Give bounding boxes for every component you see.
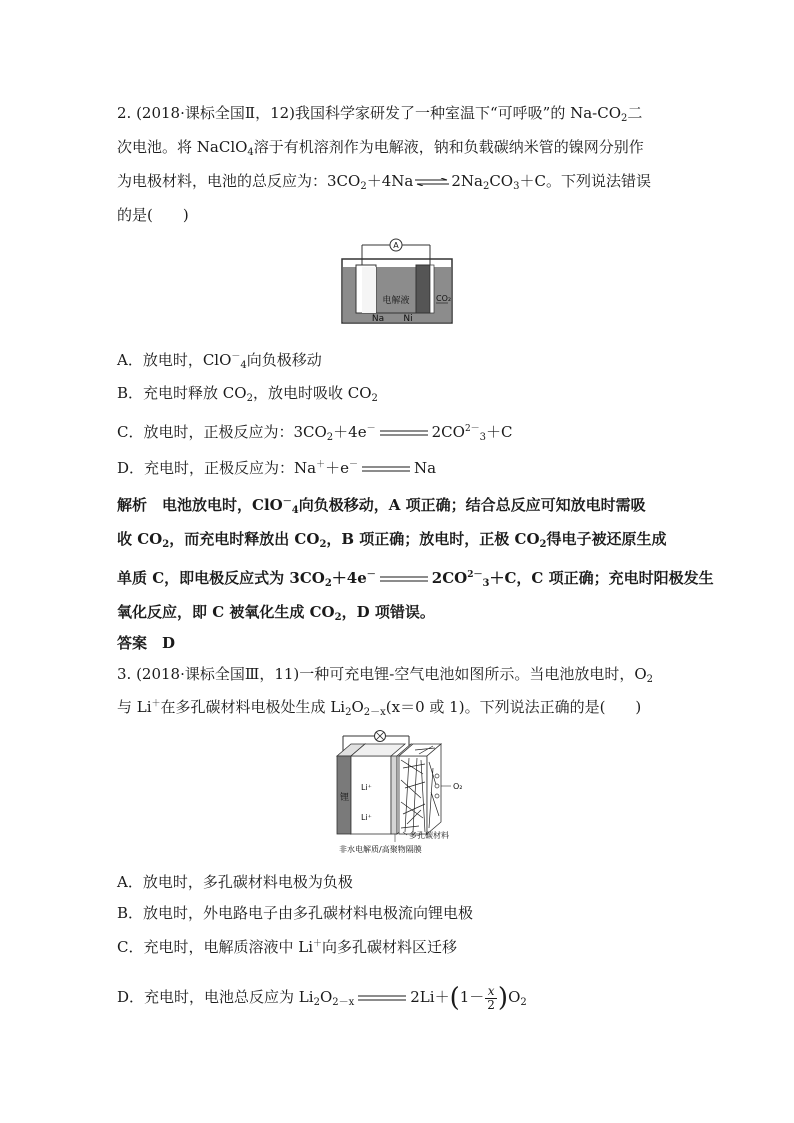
equals-arrow-icon: [378, 427, 430, 439]
q3-line-1: 3. (2018·课标全国Ⅲ，11)一种可充电锂-空气电池如图所示。当电池放电时，$O_2$: [117, 665, 654, 685]
q2-explanation-line-2: 收 $CO_2$，而充电时释放出 $CO_2$，B 项正确；放电时，正极 $CO_2$得电子被还原生成: [117, 530, 667, 550]
reversible-arrow-icon: [415, 178, 449, 186]
svg-text:电解液: 电解液: [382, 296, 410, 306]
svg-text:多孔碳材料: 多孔碳材料: [409, 831, 449, 840]
q2-option-d: D．充电时，正极反应为：Na＋＋e－ Na: [117, 459, 437, 477]
q3-option-d: D．充电时，电池总反应为 $Li_2O_{2-x}$ 2Li＋(1－ $\frac{x}{2}$ )$O_2$: [117, 983, 527, 1013]
na-co2-battery-figure: [336, 237, 458, 329]
q2-explanation-line-3: 单质 C，即电极反应式为 $3CO_2+4e^-$ $2CO^{2-}_3+C$，C 项正确；充电时阳极发生: [117, 569, 714, 589]
equals-arrow-icon: [378, 573, 430, 585]
q2-explanation-line-1: 解析 电池放电时，ClO－$_4$向负极移动，A 项正确；结合总反应可知放电时需吸: [117, 496, 646, 516]
q2-line-1: 2. (2018·课标全国Ⅱ，12)我国科学家研发了一种室温下“可呼吸”的 $Na-CO_2$二: [117, 104, 643, 124]
svg-text:Li⁺: Li⁺: [361, 813, 372, 822]
q2-line-3: 为电极材料，电池的总反应为：$3CO_2+4Na$ $2Na_2CO_3+C$。下列说法错误: [117, 172, 651, 192]
q3-line-2: 与 Li＋在多孔碳材料电极处生成 $Li_2O_{2-x}(x=0$ 或 1)。下列说法正确的是( ): [117, 698, 642, 718]
q2-line-4: 的是( ): [117, 206, 189, 224]
svg-text:非水电解质/高聚物隔膜: 非水电解质/高聚物隔膜: [339, 845, 422, 854]
q2-option-b: B．充电时释放 $CO_2$，放电时吸收 $CO_2$: [117, 384, 378, 404]
equals-arrow-icon: [360, 463, 412, 475]
svg-text:CO₂: CO₂: [436, 294, 452, 303]
svg-text:O₂: O₂: [453, 782, 463, 791]
svg-text:Ni: Ni: [403, 314, 413, 324]
q3-option-a: A．放电时，多孔碳材料电极为负极: [117, 873, 353, 891]
svg-text:A: A: [393, 241, 399, 250]
q2-line-2: 次电池。将 NaClO$_4$溶于有机溶剂作为电解液，钠和负载碳纳米管的镍网分别作: [117, 138, 644, 158]
q3-option-b: B．放电时，外电路电子由多孔碳材料电极流向锂电极: [117, 904, 474, 922]
li-air-battery-figure: [333, 728, 475, 858]
q3-option-c: C．充电时，电解质溶液中 Li＋向多孔碳材料区迁移: [117, 938, 458, 956]
svg-text:Na: Na: [371, 314, 385, 324]
q2-explanation-line-4: 氧化反应，即 C 被氧化生成 $CO_2$，D 项错误。: [117, 603, 435, 623]
fraction: $\frac{x}{2}$: [487, 983, 495, 1012]
equals-arrow-icon: [356, 992, 408, 1004]
svg-text:锂: 锂: [340, 793, 350, 803]
q2-answer: 答案 D: [117, 634, 176, 652]
q2-option-c: C．放电时，正极反应为：$3CO_2+4e^-$ $2CO^{2-}_3+C$: [117, 423, 513, 443]
q2-option-a: A．放电时，ClO－$_4$向负极移动: [117, 351, 322, 371]
svg-text:Li⁺: Li⁺: [361, 783, 372, 792]
